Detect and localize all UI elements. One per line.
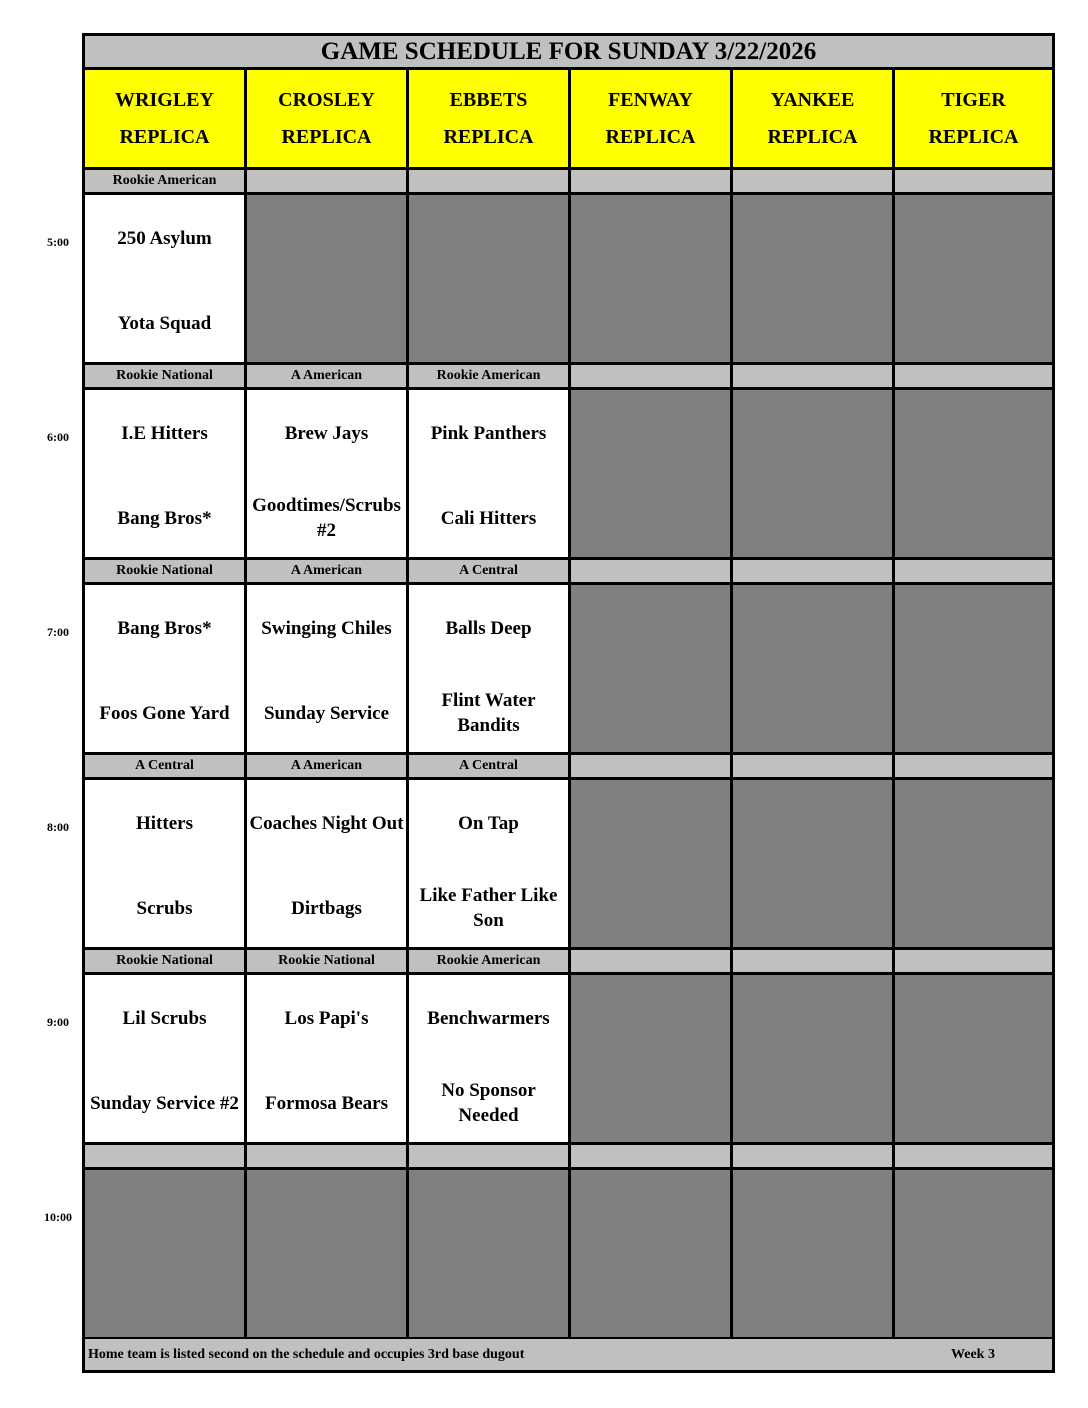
- division-label: A Central: [409, 560, 571, 585]
- field-header-fenway: [571, 70, 733, 170]
- game-cell: [409, 975, 571, 1145]
- home-team: Sunday Service #2: [90, 1092, 239, 1114]
- field-subtitle: REPLICA: [119, 125, 210, 148]
- empty-slot: [895, 390, 1052, 560]
- division-label: A American: [247, 365, 409, 390]
- division-label: Rookie National: [85, 560, 247, 585]
- empty-slot: [571, 195, 733, 365]
- field-name: FENWAY: [608, 88, 693, 111]
- home-team: Formosa Bears: [265, 1092, 388, 1114]
- field-name: TIGER: [941, 88, 1006, 111]
- schedule-sheet: [82, 33, 1055, 1373]
- home-team: Bang Bros*: [117, 507, 212, 529]
- division-label: A American: [247, 560, 409, 585]
- field-header-tiger: [895, 70, 1052, 170]
- home-team: Cali Hitters: [440, 507, 537, 529]
- division-label: [409, 1145, 571, 1170]
- empty-slot: [895, 975, 1052, 1145]
- week-label: Week 3: [951, 1347, 995, 1362]
- division-label: [85, 1145, 247, 1170]
- field-header-crosley: [247, 70, 409, 170]
- empty-slot: [733, 585, 895, 755]
- home-team: Goodtimes/Scrubs #2: [252, 495, 401, 541]
- division-label: Rookie National: [247, 950, 409, 975]
- away-team: Pink Panthers: [430, 422, 547, 444]
- empty-slot: [733, 780, 895, 950]
- division-label: A Central: [85, 755, 247, 780]
- field-subtitle: REPLICA: [281, 125, 372, 148]
- game-cell: [409, 585, 571, 755]
- game-cell: [247, 390, 409, 560]
- division-label: [571, 1145, 733, 1170]
- home-team: No Sponsor Needed: [441, 1080, 536, 1126]
- away-team: Brew Jays: [284, 422, 369, 444]
- away-team: Coaches Night Out: [249, 812, 404, 834]
- division-label: A Central: [409, 755, 571, 780]
- field-header-wrigley: [85, 70, 247, 170]
- away-team: Hitters: [136, 812, 193, 834]
- empty-slot: [895, 780, 1052, 950]
- empty-slot: [247, 195, 409, 365]
- empty-slot: [409, 195, 571, 365]
- away-team: I.E Hitters: [121, 422, 208, 444]
- field-subtitle: REPLICA: [767, 125, 858, 148]
- division-label: Rookie American: [409, 365, 571, 390]
- time-label: 5:00: [47, 235, 69, 249]
- empty-slot: [733, 975, 895, 1145]
- home-team: Dirtbags: [291, 897, 362, 919]
- empty-slot: [571, 975, 733, 1145]
- empty-slot: [733, 1170, 895, 1340]
- away-team: Swinging Chiles: [261, 617, 392, 639]
- time-label: 7:00: [47, 625, 69, 639]
- division-label: [895, 560, 1052, 585]
- game-cell: [85, 390, 247, 560]
- away-team: Benchwarmers: [427, 1007, 550, 1029]
- division-label: Rookie American: [85, 170, 247, 195]
- empty-slot: [733, 390, 895, 560]
- field-subtitle: REPLICA: [443, 125, 534, 148]
- empty-slot: [895, 195, 1052, 365]
- home-team: Yota Squad: [117, 312, 212, 334]
- game-cell: [247, 585, 409, 755]
- division-label: [733, 1145, 895, 1170]
- home-team: Scrubs: [136, 897, 193, 919]
- field-name: WRIGLEY: [115, 88, 214, 111]
- empty-slot: [571, 390, 733, 560]
- division-label: A American: [247, 755, 409, 780]
- game-cell: [409, 780, 571, 950]
- home-team: Sunday Service: [263, 702, 390, 724]
- division-label: [247, 1145, 409, 1170]
- time-label: 6:00: [47, 430, 69, 444]
- division-label: [895, 950, 1052, 975]
- division-label: Rookie American: [409, 950, 571, 975]
- division-label: [895, 1145, 1052, 1170]
- away-team: Balls Deep: [445, 617, 532, 639]
- empty-slot: [895, 1170, 1052, 1340]
- division-label: [733, 365, 895, 390]
- page-title: GAME SCHEDULE FOR SUNDAY 3/22/2026: [85, 36, 1052, 70]
- game-cell: [85, 780, 247, 950]
- field-name: YANKEE: [770, 88, 855, 111]
- division-label: [733, 755, 895, 780]
- division-label: [733, 170, 895, 195]
- empty-slot: [409, 1170, 571, 1340]
- home-team: Like Father Like Son: [419, 885, 558, 931]
- empty-slot: [733, 195, 895, 365]
- home-team: Flint Water Bandits: [441, 690, 536, 736]
- empty-slot: [571, 585, 733, 755]
- home-team: Foos Gone Yard: [99, 702, 230, 724]
- field-subtitle: REPLICA: [928, 125, 1019, 148]
- footer-note: Home team is listed second on the schedule and occupies 3rd base dugout: [88, 1347, 525, 1362]
- division-label: [733, 560, 895, 585]
- empty-slot: [85, 1170, 247, 1340]
- game-cell: [247, 975, 409, 1145]
- game-cell: [247, 780, 409, 950]
- away-team: Los Papi's: [284, 1007, 369, 1029]
- time-label: 8:00: [47, 820, 69, 834]
- division-label: [409, 170, 571, 195]
- division-label: [895, 170, 1052, 195]
- game-cell: [85, 975, 247, 1145]
- field-name: CROSLEY: [278, 88, 375, 111]
- time-label: 9:00: [47, 1015, 69, 1029]
- field-header-yankee: [733, 70, 895, 170]
- away-team: 250 Asylum: [117, 227, 212, 249]
- away-team: Bang Bros*: [117, 617, 212, 639]
- away-team: Lil Scrubs: [122, 1007, 207, 1029]
- field-subtitle: REPLICA: [605, 125, 696, 148]
- time-label: 10:00: [44, 1210, 72, 1224]
- field-name: EBBETS: [449, 88, 528, 111]
- field-header-ebbets: [409, 70, 571, 170]
- division-label: [895, 365, 1052, 390]
- division-label: [571, 365, 733, 390]
- empty-slot: [571, 780, 733, 950]
- division-label: [895, 755, 1052, 780]
- division-label: [247, 170, 409, 195]
- game-cell: [85, 585, 247, 755]
- footer-bar: [85, 1339, 1052, 1370]
- game-cell: [409, 390, 571, 560]
- division-label: Rookie National: [85, 365, 247, 390]
- division-label: [571, 755, 733, 780]
- empty-slot: [895, 585, 1052, 755]
- division-label: Rookie National: [85, 950, 247, 975]
- game-cell: [85, 195, 247, 365]
- away-team: On Tap: [458, 812, 519, 834]
- empty-slot: [247, 1170, 409, 1340]
- division-label: [571, 950, 733, 975]
- division-label: [571, 170, 733, 195]
- division-label: [733, 950, 895, 975]
- empty-slot: [571, 1170, 733, 1340]
- division-label: [571, 560, 733, 585]
